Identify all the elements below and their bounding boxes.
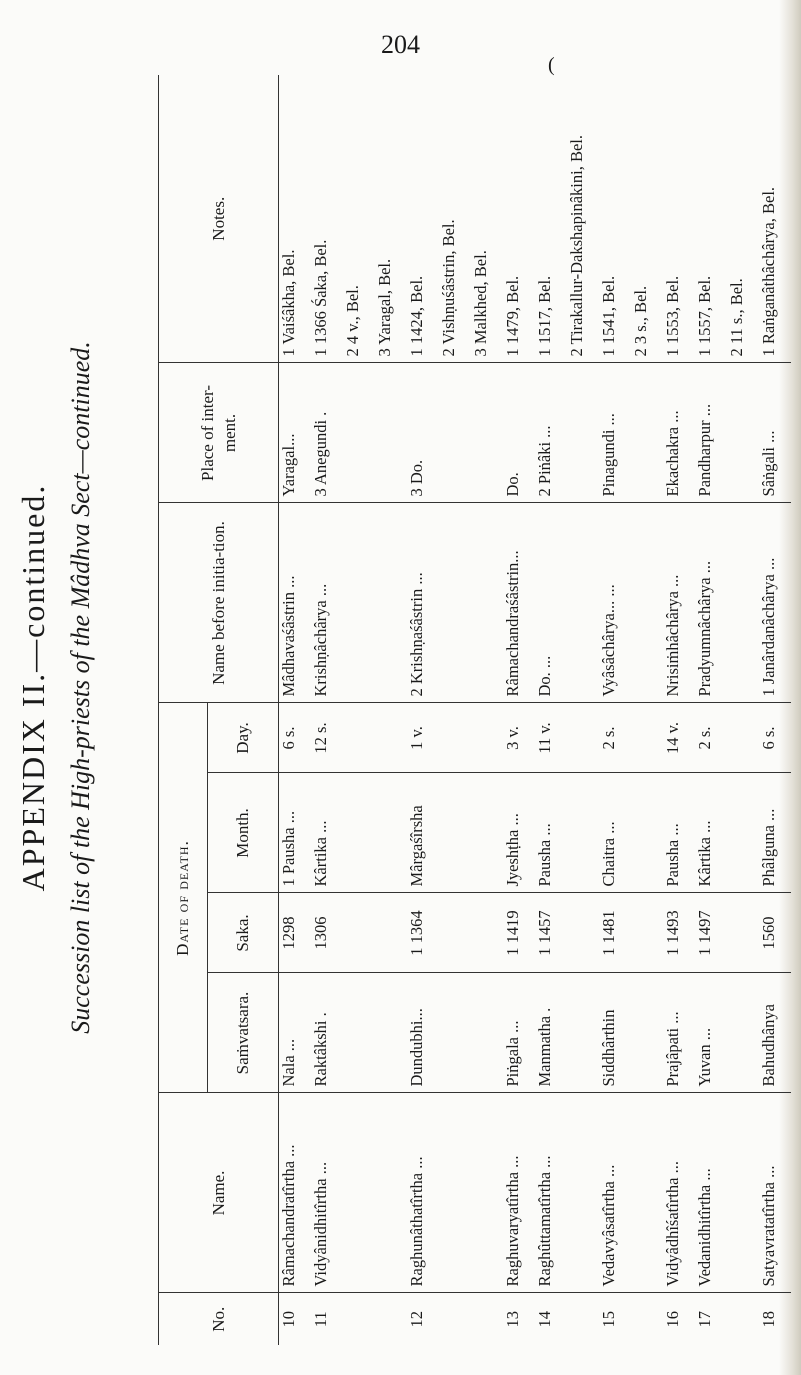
cell-samvatsara: Prajâpati ... bbox=[663, 973, 695, 1093]
header-notes: Notes. bbox=[159, 75, 279, 363]
cell-name: Raghuvaryatîrtha ... bbox=[503, 1093, 535, 1293]
table-row bbox=[279, 75, 312, 1345]
cell-name-before-initiation: Krishṇâchârya ... bbox=[311, 503, 343, 703]
cell-saka bbox=[439, 893, 471, 973]
cell-no bbox=[567, 1293, 599, 1345]
cell-day: 14 v. bbox=[663, 703, 695, 773]
cell-no: 11 bbox=[311, 1311, 330, 1328]
cell-place bbox=[343, 363, 375, 503]
cell-no bbox=[375, 1293, 407, 1345]
cell-place: Pandharpur ... bbox=[695, 363, 727, 503]
cell-no bbox=[631, 1293, 663, 1345]
cell-day: 6 s. bbox=[279, 703, 312, 773]
cell-name-before-initiation bbox=[567, 503, 599, 703]
cell-samvatsara: Manmatha . bbox=[535, 973, 567, 1093]
cell-notes: 1 Raṅganâthâchârya, Bel. bbox=[759, 75, 791, 363]
cell-month: Phâlguna ... bbox=[759, 773, 791, 893]
cell-no: 15 bbox=[599, 1311, 618, 1328]
cell-month: 1 Pausha ... bbox=[279, 773, 312, 893]
cell-place: Pinagundi ... bbox=[599, 363, 631, 503]
cell-name: Vedavyâsatîrtha ... bbox=[599, 1093, 631, 1293]
table-row bbox=[599, 75, 631, 1345]
header-date-of-death: Date of death. bbox=[159, 703, 208, 1093]
cell-name-before-initiation bbox=[439, 503, 471, 703]
cell-saka: 1306 bbox=[311, 893, 343, 973]
cell-samvatsara: Dundubhi... bbox=[407, 973, 439, 1093]
table-row bbox=[663, 75, 695, 1345]
cell-day bbox=[567, 703, 599, 773]
header-place-of-interment: Place of inter-ment. bbox=[159, 363, 279, 503]
cell-day: 2 s. bbox=[695, 703, 727, 773]
table-body bbox=[279, 75, 792, 1345]
cell-name-before-initiation: 2 Krishṇaśâstrin ... bbox=[407, 503, 439, 703]
table-header bbox=[159, 75, 279, 1345]
cell-notes: 2 Vishṇuśâstrin, Bel. bbox=[439, 75, 471, 363]
cell-place bbox=[471, 363, 503, 503]
cell-day: 1 v. bbox=[407, 703, 439, 773]
cell-place bbox=[631, 363, 663, 503]
cell-saka: 1 1364 bbox=[407, 893, 439, 973]
cell-saka: 1 1419 bbox=[503, 893, 535, 973]
cell-notes: 2 Tirakallur-Dakshapinâkini, Bel. bbox=[567, 75, 599, 363]
appendix-heading: APPENDIX II.—continued. bbox=[15, 483, 51, 892]
cell-day: 6 s. bbox=[759, 703, 791, 773]
cell-name: Vedanidhitîrtha ... bbox=[695, 1093, 727, 1293]
header-name: Name. bbox=[159, 1093, 279, 1293]
cell-saka: 1298 bbox=[279, 893, 312, 973]
cell-saka: 1 1457 bbox=[535, 893, 567, 973]
cell-notes: 2 3 s., Bel. bbox=[631, 75, 663, 363]
header-name-before-initiation: Name before initia-tion. bbox=[159, 503, 279, 703]
cell-name-before-initiation bbox=[471, 503, 503, 703]
cell-month: Jyeshṭha ... bbox=[503, 773, 535, 893]
table-row bbox=[407, 75, 439, 1345]
cell-samvatsara bbox=[727, 973, 759, 1093]
cell-samvatsara bbox=[471, 973, 503, 1093]
cell-day bbox=[727, 703, 759, 773]
table-row bbox=[535, 75, 567, 1345]
cell-month: Pausha ... bbox=[663, 773, 695, 893]
cell-no: 14 bbox=[535, 1311, 554, 1328]
cell-notes: 1 Vaiśâkha, Bel. bbox=[279, 75, 312, 363]
cell-saka bbox=[471, 893, 503, 973]
header-samvatsara: Saṁvatsara. bbox=[208, 973, 279, 1093]
cell-no: 16 bbox=[663, 1311, 682, 1328]
cell-samvatsara: Yuvan ... bbox=[695, 973, 727, 1093]
page-number: 204 bbox=[381, 30, 420, 59]
cell-month bbox=[567, 773, 599, 893]
cell-day: 11 v. bbox=[535, 703, 567, 773]
cell-saka bbox=[375, 893, 407, 973]
cell-no: 18 bbox=[759, 1311, 778, 1328]
header-day: Day. bbox=[208, 703, 279, 773]
cell-month bbox=[375, 773, 407, 893]
cell-day: 3 v. bbox=[503, 703, 535, 773]
cell-notes: 1 1424, Bel. bbox=[407, 75, 439, 363]
cell-name-before-initiation bbox=[631, 503, 663, 703]
table-row bbox=[631, 75, 663, 1345]
cell-day bbox=[439, 703, 471, 773]
cell-month bbox=[631, 773, 663, 893]
cell-month bbox=[727, 773, 759, 893]
cell-name bbox=[471, 1093, 503, 1293]
cell-saka: 1 1493 bbox=[663, 893, 695, 973]
cell-notes: 2 11 s., Bel. bbox=[727, 75, 759, 363]
cell-name-before-initiation: Pradyumnâchârya ... bbox=[695, 503, 727, 703]
cell-saka bbox=[567, 893, 599, 973]
cell-place: Ekachakra ... bbox=[663, 363, 695, 503]
cell-no: 12 bbox=[407, 1311, 426, 1328]
cell-month bbox=[439, 773, 471, 893]
cell-name bbox=[727, 1093, 759, 1293]
cell-samvatsara bbox=[375, 973, 407, 1093]
cell-place bbox=[567, 363, 599, 503]
cell-notes: 1 1366 Śaka, Bel. bbox=[311, 75, 343, 363]
cell-notes: 1 1479, Bel. bbox=[503, 75, 535, 363]
cell-name bbox=[439, 1093, 471, 1293]
cell-place: 3 Do. bbox=[407, 363, 439, 503]
cell-name-before-initiation: Nrisiṁhâchârya ... bbox=[663, 503, 695, 703]
cell-notes: 1 1557, Bel. bbox=[695, 75, 727, 363]
cell-samvatsara: Siddhârthin bbox=[599, 973, 631, 1093]
cell-place: 3 Anegundi . bbox=[311, 363, 343, 503]
table-row bbox=[503, 75, 535, 1345]
cell-name bbox=[375, 1093, 407, 1293]
table-subheading: Succession list of the High-priests of the Mâdhva Sect—continued. bbox=[66, 341, 95, 1034]
cell-month: Mârgaśîrsha bbox=[407, 773, 439, 893]
table-row bbox=[727, 75, 759, 1345]
cell-place: Do. bbox=[503, 363, 535, 503]
cell-samvatsara: Bahudhânya bbox=[759, 973, 791, 1093]
stray-mark: ( bbox=[548, 54, 555, 76]
cell-samvatsara: Piṅgala ... bbox=[503, 973, 535, 1093]
cell-no bbox=[727, 1293, 759, 1345]
cell-day: 12 s. bbox=[311, 703, 343, 773]
cell-notes: 1 1541, Bel. bbox=[599, 75, 631, 363]
table-row bbox=[439, 75, 471, 1345]
table-row bbox=[759, 75, 791, 1345]
cell-month bbox=[471, 773, 503, 893]
cell-no: 13 bbox=[503, 1311, 522, 1328]
cell-no bbox=[439, 1293, 471, 1345]
cell-notes: 1 1517, Bel. bbox=[535, 75, 567, 363]
cell-day bbox=[375, 703, 407, 773]
cell-no: 17 bbox=[695, 1311, 714, 1328]
succession-table bbox=[158, 75, 791, 1345]
cell-name: Raghunâthatîrtha ... bbox=[407, 1093, 439, 1293]
cell-notes: 1 1553, Bel. bbox=[663, 75, 695, 363]
header-saka: Saka. bbox=[208, 893, 279, 973]
cell-name: Vidyânidhitîrtha ... bbox=[311, 1093, 343, 1293]
cell-samvatsara bbox=[567, 973, 599, 1093]
cell-samvatsara bbox=[631, 973, 663, 1093]
cell-day bbox=[631, 703, 663, 773]
cell-day: 2 s. bbox=[599, 703, 631, 773]
cell-place: Sâṅgali ... bbox=[759, 363, 791, 503]
cell-samvatsara bbox=[439, 973, 471, 1093]
table-row bbox=[471, 75, 503, 1345]
cell-no: 10 bbox=[279, 1311, 298, 1328]
table-row bbox=[343, 75, 375, 1345]
cell-name-before-initiation: 1 Janârdanâchârya ... bbox=[759, 503, 791, 703]
cell-no bbox=[343, 1293, 375, 1345]
cell-name: Raghûttamatîrtha ... bbox=[535, 1093, 567, 1293]
table-row bbox=[311, 75, 343, 1345]
cell-day bbox=[471, 703, 503, 773]
header-no: No. bbox=[159, 1293, 279, 1345]
cell-samvatsara: Raktâkshi . bbox=[311, 973, 343, 1093]
cell-notes: 3 Yaragal, Bel. bbox=[375, 75, 407, 363]
cell-place bbox=[727, 363, 759, 503]
cell-saka bbox=[343, 893, 375, 973]
cell-name: Satyavratatîrtha ... bbox=[759, 1093, 791, 1293]
cell-notes: 3 Malkhed, Bel. bbox=[471, 75, 503, 363]
cell-name-before-initiation: Vyâsâchârya... ... bbox=[599, 503, 631, 703]
cell-month: Pausha ... bbox=[535, 773, 567, 893]
cell-name-before-initiation bbox=[727, 503, 759, 703]
cell-name: Vidyâdhîśatîrtha ... bbox=[663, 1093, 695, 1293]
cell-month: Kârtika ... bbox=[311, 773, 343, 893]
cell-name-before-initiation bbox=[343, 503, 375, 703]
table-row bbox=[375, 75, 407, 1345]
cell-day bbox=[343, 703, 375, 773]
cell-place bbox=[375, 363, 407, 503]
cell-place: 2 Piṅâki ... bbox=[535, 363, 567, 503]
cell-name-before-initiation: Râmachandraśâstrin... bbox=[503, 503, 535, 703]
cell-name bbox=[567, 1093, 599, 1293]
cell-saka: 1 1497 bbox=[695, 893, 727, 973]
cell-month: Kârtika ... bbox=[695, 773, 727, 893]
cell-saka bbox=[727, 893, 759, 973]
cell-name-before-initiation bbox=[375, 503, 407, 703]
cell-samvatsara bbox=[343, 973, 375, 1093]
cell-place: Yaragal... bbox=[279, 363, 312, 503]
cell-saka: 1 1481 bbox=[599, 893, 631, 973]
cell-name: Râmachandratîrtha ... bbox=[279, 1093, 312, 1293]
cell-name bbox=[343, 1093, 375, 1293]
cell-notes: 2 4 v., Bel. bbox=[343, 75, 375, 363]
table-row bbox=[695, 75, 727, 1345]
cell-no bbox=[471, 1293, 503, 1345]
cell-samvatsara: Nala ... bbox=[279, 973, 312, 1093]
cell-month: Chaitra ... bbox=[599, 773, 631, 893]
cell-month bbox=[343, 773, 375, 893]
cell-name bbox=[631, 1093, 663, 1293]
header-month: Month. bbox=[208, 773, 279, 893]
cell-saka bbox=[631, 893, 663, 973]
table-row bbox=[567, 75, 599, 1345]
cell-name-before-initiation: Mâdhavaśâstrin ... bbox=[279, 503, 312, 703]
cell-saka: 1560 bbox=[759, 893, 791, 973]
cell-name-before-initiation: Do. ... bbox=[535, 503, 567, 703]
cell-place bbox=[439, 363, 471, 503]
